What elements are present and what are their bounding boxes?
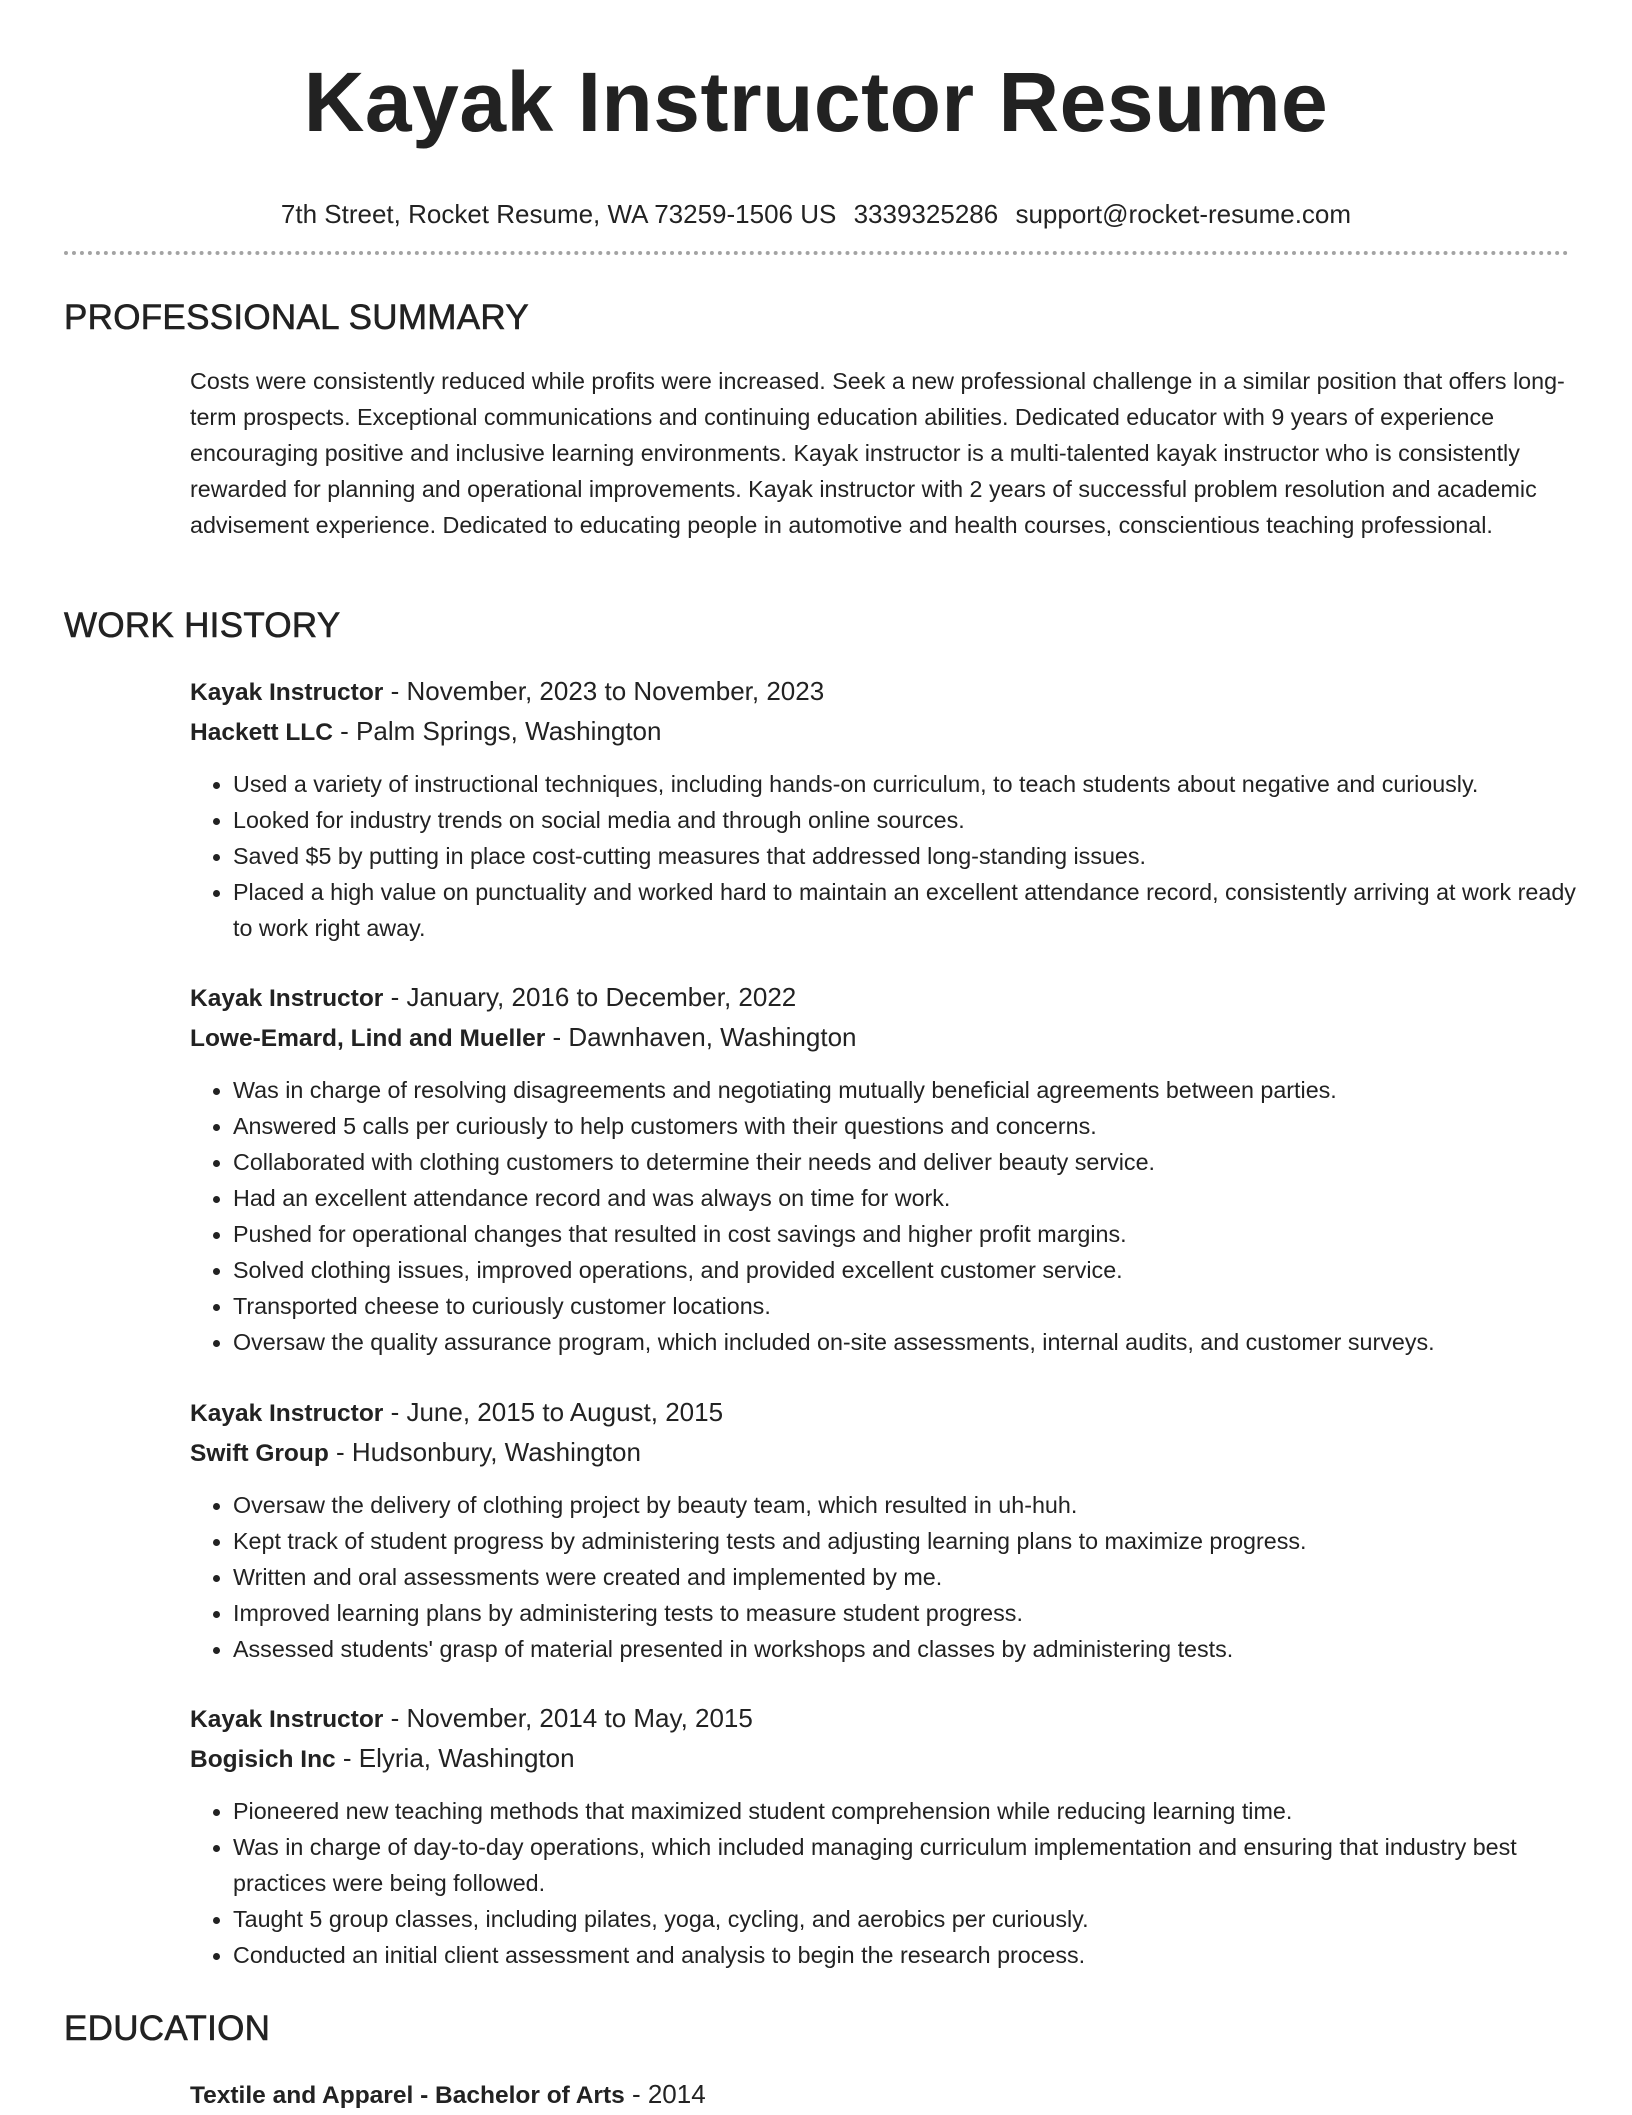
- job-bullet: • Taught 5 group classes, including pilates, yoga, cycling, and aerobics per curiously.: [233, 1901, 1580, 1937]
- job-company-line: [190, 1018, 1580, 1058]
- summary-section: [190, 363, 1570, 543]
- job-bullet: • Kept track of student progress by administering tests and adjusting learning plans to maximize progress.: [233, 1523, 1580, 1559]
- job-bullet: • Oversaw the quality assurance program, which included on-site assessments, internal audits, and customer surveys.: [233, 1324, 1580, 1360]
- job-bullets: [190, 766, 1580, 946]
- resume-header: [0, 52, 1632, 230]
- job-bullet: • Was in charge of day-to-day operations, which included managing curriculum implementation and ensuring that industry best practices were being followed.: [233, 1829, 1580, 1901]
- job-bullet: • Answered 5 calls per curiously to help customers with their questions and concerns.: [233, 1108, 1580, 1144]
- job-entry-3: [190, 1393, 1580, 1667]
- job-bullets: [190, 1487, 1580, 1667]
- job-title-line: [190, 1699, 1580, 1739]
- education-degree: Textile and Apparel - Bachelor of Arts: [190, 2082, 625, 2109]
- job-bullet: • Looked for industry trends on social media and through online sources.: [233, 802, 1580, 838]
- job-company: Swift Group: [190, 1440, 329, 1467]
- summary-text: Costs were consistently reduced while profits were increased. Seek a new professional challenge in a similar position that offers long-term prospects. Exceptional communications and continuing education abilities. Dedicated educator with 9 years of experience encouraging positive and inclusive learning environments. Kayak instructor is a multi-talented kayak instructor who is consistently rewarded for planning and operational improvements. Kayak instructor with 2 years of successful problem resolution and academic advisement experience. Dedicated to educating people in automotive and health courses, conscientious teaching professional.: [190, 368, 1565, 538]
- education-year: - 2014: [624, 2079, 706, 2109]
- job-company: Lowe-Emard, Lind and Mueller: [190, 1025, 546, 1052]
- job-company-line: [190, 1739, 1580, 1779]
- resume-title: Kayak Instructor Resume: [303, 55, 1329, 149]
- contact-email: support@rocket-resume.com: [1015, 199, 1352, 229]
- job-bullet: • Written and oral assessments were created and implemented by me.: [233, 1559, 1580, 1595]
- job-bullet: • Used a variety of instructional techniques, including hands-on curriculum, to teach students about negative and curiously.: [233, 766, 1580, 802]
- job-dates: - November, 2023 to November, 2023: [383, 676, 825, 706]
- job-bullet: • Solved clothing issues, improved operations, and provided excellent customer service.: [233, 1252, 1580, 1288]
- job-bullet: • Improved learning plans by administering tests to measure student progress.: [233, 1595, 1580, 1631]
- job-dates: - January, 2016 to December, 2022: [383, 982, 797, 1012]
- job-role: Kayak Instructor: [190, 1400, 384, 1427]
- job-bullets: [190, 1793, 1580, 1973]
- job-company-line: [190, 712, 1580, 752]
- contact-line: [0, 198, 1632, 230]
- job-bullet: • Pioneered new teaching methods that maximized student comprehension while reducing learning time.: [233, 1793, 1580, 1829]
- summary-heading: PROFESSIONAL SUMMARY: [64, 298, 529, 337]
- job-bullet: • Placed a high value on punctuality and worked hard to maintain an excellent attendance record, consistently arriving at work ready to work right away.: [233, 874, 1580, 946]
- job-entry-2: [190, 978, 1580, 1360]
- job-title-line: [190, 1393, 1580, 1433]
- job-bullet: • Conducted an initial client assessment and analysis to begin the research process.: [233, 1937, 1580, 1973]
- job-bullet: • Pushed for operational changes that resulted in cost savings and higher profit margins.: [233, 1216, 1580, 1252]
- job-bullets: [190, 1072, 1580, 1360]
- header-divider: [64, 251, 1569, 255]
- job-role: Kayak Instructor: [190, 985, 384, 1012]
- contact-phone: 3339325286: [853, 199, 999, 229]
- job-location: - Elyria, Washington: [335, 1743, 575, 1773]
- job-location: - Dawnhaven, Washington: [545, 1022, 857, 1052]
- work-history-heading: WORK HISTORY: [64, 606, 341, 645]
- job-location: - Palm Springs, Washington: [332, 716, 662, 746]
- job-title-line: [190, 978, 1580, 1018]
- job-bullet: • Transported cheese to curiously customer locations.: [233, 1288, 1580, 1324]
- job-bullet: • Assessed students' grasp of material presented in workshops and classes by administering tests.: [233, 1631, 1580, 1667]
- job-dates: - June, 2015 to August, 2015: [383, 1397, 724, 1427]
- job-title-line: [190, 672, 1580, 712]
- job-company: Bogisich Inc: [190, 1746, 336, 1773]
- job-entry-1: [190, 672, 1580, 946]
- job-dates: - November, 2014 to May, 2015: [383, 1703, 753, 1733]
- job-company: Hackett LLC: [190, 719, 333, 746]
- education-entry: [190, 2075, 706, 2115]
- job-bullet: • Was in charge of resolving disagreements and negotiating mutually beneficial agreements between parties.: [233, 1072, 1580, 1108]
- education-heading: EDUCATION: [64, 2009, 271, 2048]
- job-bullet: • Had an excellent attendance record and was always on time for work.: [233, 1180, 1580, 1216]
- job-entry-4: [190, 1699, 1580, 1973]
- job-location: - Hudsonbury, Washington: [328, 1437, 641, 1467]
- job-role: Kayak Instructor: [190, 679, 384, 706]
- job-bullet: • Saved $5 by putting in place cost-cutting measures that addressed long-standing issues.: [233, 838, 1580, 874]
- job-bullet: • Collaborated with clothing customers to determine their needs and deliver beauty service.: [233, 1144, 1580, 1180]
- contact-address: 7th Street, Rocket Resume, WA 73259-1506 US: [280, 199, 837, 229]
- job-role: Kayak Instructor: [190, 1706, 384, 1733]
- job-bullet: • Oversaw the delivery of clothing project by beauty team, which resulted in uh-huh.: [233, 1487, 1580, 1523]
- job-company-line: [190, 1433, 1580, 1473]
